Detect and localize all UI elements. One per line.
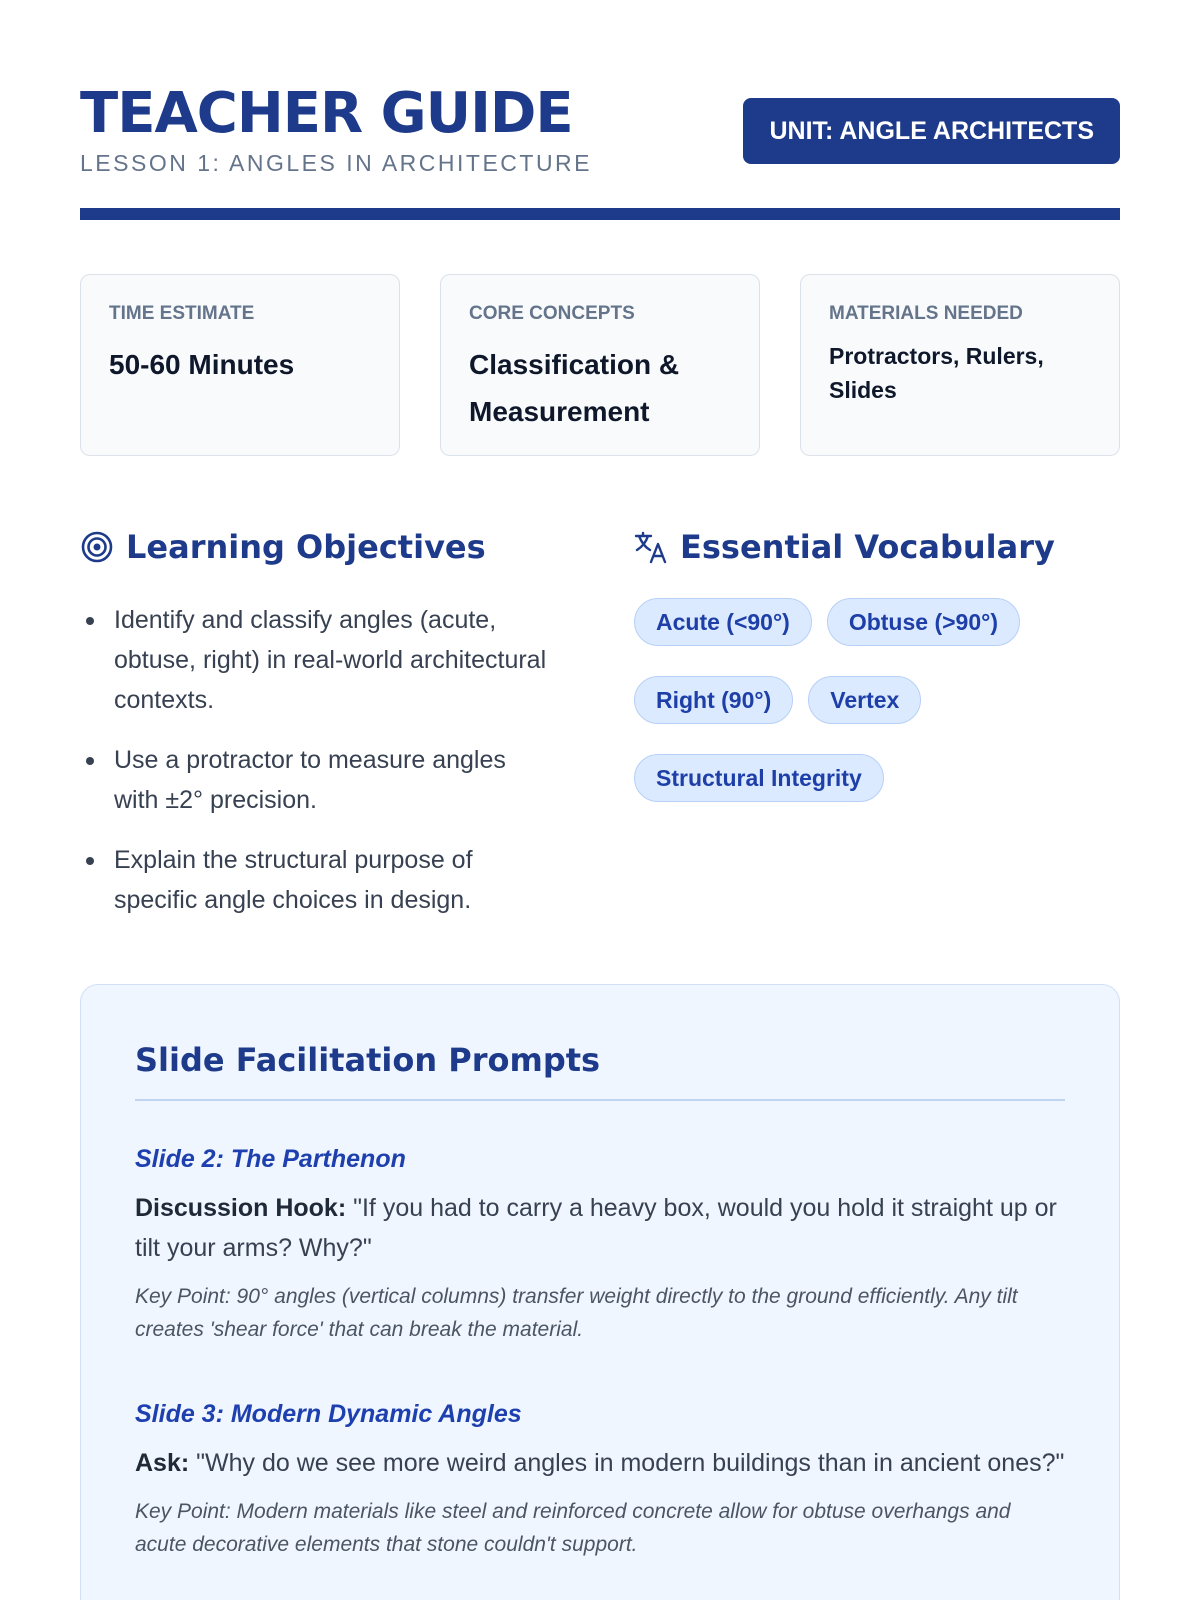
objectives-title: Learning Objectives (126, 528, 486, 566)
vocab-chip: Obtuse (>90°) (827, 598, 1020, 646)
target-icon (80, 530, 114, 564)
card-value: Protractors, Rulers, Slides (829, 343, 1044, 403)
list-item: Identify and classify angles (acute, obtuse, right) in real-world architectural contexts. (82, 600, 552, 720)
list-item: Use a protractor to measure angles with ±2° precision. (82, 740, 552, 820)
prompt-text: "Why do we see more weird angles in modern buildings than in ancient ones?" (196, 1449, 1065, 1477)
lesson-subtitle: LESSON 1: ANGLES IN ARCHITECTURE (80, 150, 593, 176)
vocab-chip: Acute (<90°) (634, 598, 812, 646)
slide-name: Slide 2: The Parthenon (135, 1145, 406, 1173)
slide-prompt (135, 1188, 1065, 1268)
slides-divider (135, 1099, 1065, 1101)
core-concepts-card (440, 274, 760, 456)
prompt-label: Discussion Hook: (135, 1194, 347, 1222)
list-item: Explain the structural purpose of specific angle choices in design. (82, 840, 552, 920)
slide-prompt-item (135, 1145, 1065, 1346)
card-value: Classification & Measurement (469, 349, 680, 427)
objectives-heading (80, 528, 486, 566)
slide-name: Slide 3: Modern Dynamic Angles (135, 1400, 522, 1428)
overview-cards (80, 274, 1120, 456)
card-label: MATERIALS NEEDED (829, 303, 1023, 324)
card-value: 50-60 Minutes (109, 349, 295, 380)
page-title: TEACHER GUIDE (80, 81, 573, 146)
prompt-text: "If you had to carry a heavy box, would you hold it straight up or tilt your arms? Why?" (135, 1194, 1057, 1262)
card-label: TIME ESTIMATE (109, 303, 255, 324)
slide-prompt (135, 1443, 1065, 1483)
vocab-chip: Vertex (808, 676, 921, 724)
slide-prompts-panel (80, 984, 1120, 1600)
vocab-chip: Structural Integrity (634, 754, 884, 802)
slide-prompt-item (135, 1400, 1065, 1561)
prompt-label: Ask: (135, 1449, 190, 1477)
slides-title: Slide Facilitation Prompts (135, 1041, 601, 1079)
vocabulary-heading (634, 528, 1055, 566)
vocabulary-chips (634, 598, 1124, 802)
time-estimate-card (80, 274, 400, 456)
card-label: CORE CONCEPTS (469, 303, 635, 324)
materials-card (800, 274, 1120, 456)
translate-icon (634, 530, 668, 564)
vocab-chip: Right (90°) (634, 676, 793, 724)
vocabulary-title: Essential Vocabulary (680, 528, 1055, 566)
key-point: Key Point: 90° angles (vertical columns) transfer weight directly to the ground efficiently. Any tilt creates 'shear force' that can break the material. (135, 1285, 1018, 1341)
guide-header (80, 80, 1120, 220)
key-point: Key Point: Modern materials like steel and reinforced concrete allow for obtuse overhangs and acute decorative elements that stone couldn't support. (135, 1500, 1011, 1556)
unit-badge: UNIT: ANGLE ARCHITECTS (743, 98, 1120, 164)
objectives-list (82, 600, 552, 940)
header-divider (80, 208, 1120, 220)
